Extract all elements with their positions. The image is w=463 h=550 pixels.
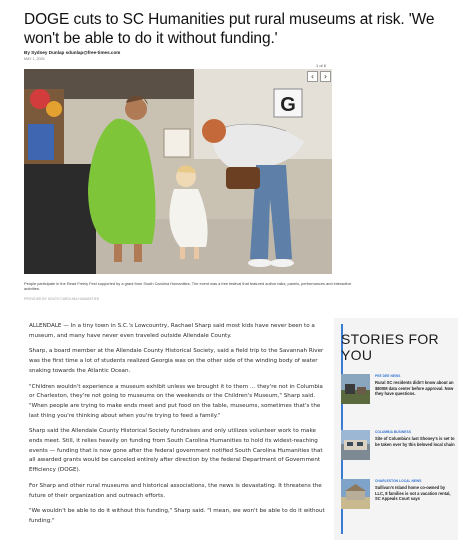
story-card[interactable] [341,374,453,404]
article-headline: DOGE cuts to SC Humanities put rural museums at risk. 'We won't be able to do it without funding.' [24,11,435,47]
story-card[interactable] [341,430,453,460]
photo-credit: PROVIDED BY SOUTH CAROLINA HUMANITIES [24,297,100,301]
story-headline[interactable]: Rural SC residents didn't know about an $800M data center before approval. Now they have questions. [375,380,454,397]
previous-photo-button[interactable]: ‹ [307,71,318,82]
article-photo[interactable] [24,69,332,274]
sidebar-title: STORIES FOR YOU [341,331,439,363]
story-headline[interactable]: Sullivan's Island home co-owned by LLC, 8 families is not a vacation rental, SC Appeals Court says [375,485,451,502]
article-paragraph: ALLENDALE — In a tiny town in S.C.'s Lowcountry, Rachael Sharp said most kids have never been to a museum, and many have never even traveled outside Allendale County. [29,323,315,339]
svg-text:G: G [280,94,296,116]
thumbnail-rural-town[interactable] [341,374,370,404]
publish-date: MAY 1, 2025 [24,57,45,61]
story-category[interactable]: COLUMBIA BUSINESS [375,430,411,434]
story-headline[interactable]: Site of Columbia's last Shoney's is set to be taken over by this beloved local chain [375,436,455,447]
story-category[interactable]: CHARLESTON LOCAL NEWS [375,479,422,483]
photo-counter: 1 of 6 [316,63,327,68]
thumbnail-restaurant[interactable] [341,430,370,460]
article-paragraph: Sharp said the Allendale County Historical Society fundraises and only utilizes volunteer work to make ends meet. Still, it relies heavily on funding from South Carolina Humanities to hold its widest-reaching events — funding that is now gone after the federal government notified South Carolina Humanities that all awarded grants would be canceled entirely after direction by the federal Department of Government Efficiency (DOGE). [29,428,323,474]
story-category[interactable]: PEE DEE NEWS [375,374,401,378]
article-body [29,322,327,533]
article-paragraph: "We wouldn't be able to do it without this funding," Sharp said. "I mean, we won't be able to do it without funding." [29,508,325,524]
thumbnail-beach-house[interactable] [341,479,370,509]
next-photo-button[interactable]: › [320,71,331,82]
article-paragraph: Sharp, a board member at the Allendale County Historical Society, said a field trip to the Savannah River was the first time a lot of students realized Georgia was on the other side of the winding body of water snaking towards the Atlantic Ocean. [29,348,324,374]
byline[interactable]: By Sydney Dunlap sdunlap@free-times.com [24,50,121,55]
article-paragraph: "Children wouldn't experience a museum exhibit unless we brought it to them … they're not in Columbia or Charleston, they're not going to museums on the weekends or the Children's Museum," Sharp said. "When people are trying to make ends meet and put food on the table, museums, sometimes that's the last thing you're thinking about when you're trying to feed a family." [29,383,323,419]
photo-caption: People participate in the Read Freely Fest supported by a grant from South Carolina Humanities. The event was a free festival that featured author talks, panels, performances and interactive activities. [24,281,352,291]
story-card[interactable] [341,479,453,509]
photo-illustration [24,69,332,274]
article-paragraph: For Sharp and other rural museums and historical associations, the news is devastating. It threatens the future of their organization and outreach efforts. [29,482,322,499]
